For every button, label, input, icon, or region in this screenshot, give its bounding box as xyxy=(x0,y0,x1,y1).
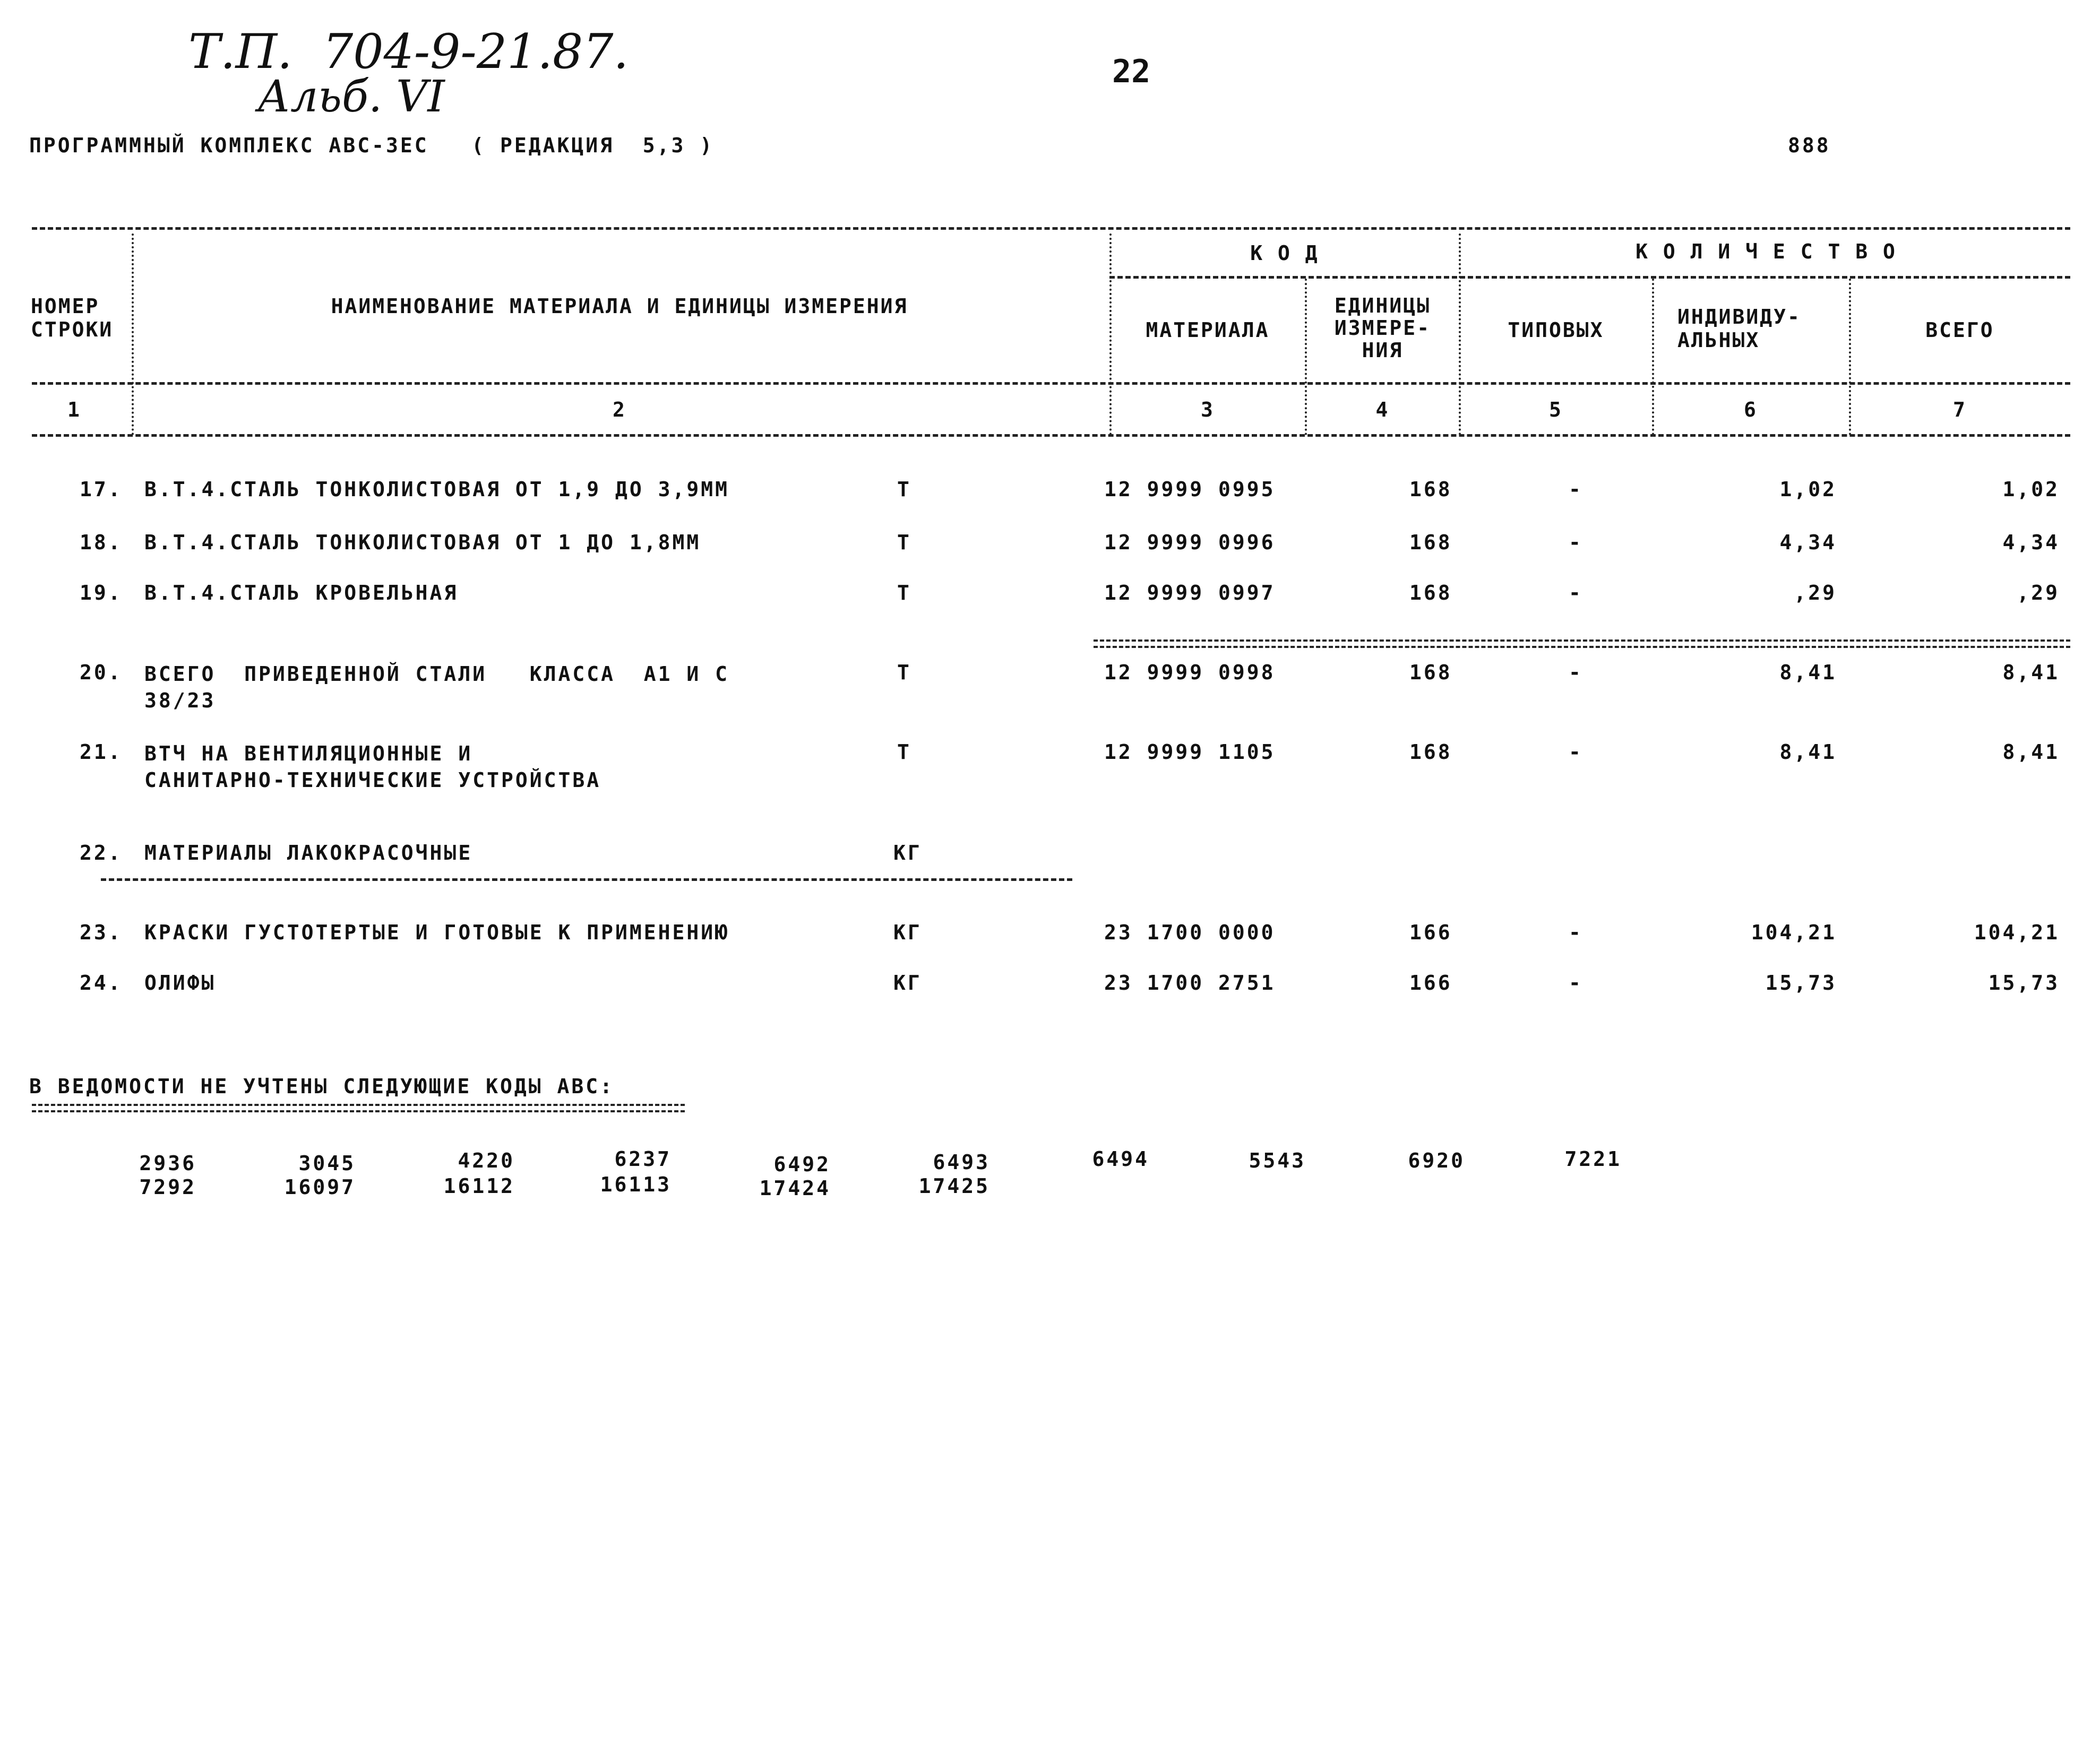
row-number: 19. xyxy=(80,581,123,604)
total-qty: ,29 xyxy=(2017,581,2060,604)
stamp-line-2: Альб. VI xyxy=(257,72,445,122)
excluded-code: 5543 xyxy=(1249,1149,1306,1172)
material-name: ВСЕГО ПРИВЕДЕННОЙ СТАЛИ КЛАССА А1 И С 38/23 xyxy=(144,662,729,712)
column-number: 7 xyxy=(1953,398,1967,421)
row-number: 23. xyxy=(80,921,123,944)
material-name: В.Т.4.СТАЛЬ КРОВЕЛЬНАЯ xyxy=(144,581,459,604)
unit-name: КГ xyxy=(893,841,922,864)
individual-qty: 15,73 xyxy=(1765,971,1837,995)
typical-qty: - xyxy=(1569,478,1583,501)
typical-qty: - xyxy=(1569,971,1583,995)
header-bottom-rule xyxy=(32,382,2070,385)
table-top-rule xyxy=(32,227,2070,230)
individual-qty: 4,34 xyxy=(1779,531,1837,554)
material-name: МАТЕРИАЛЫ ЛАКОКРАСОЧНЫЕ xyxy=(144,841,473,864)
excluded-code: 7292 xyxy=(139,1175,196,1199)
material-name: ОЛИФЫ xyxy=(144,971,216,995)
material-code: 12 9999 0997 xyxy=(1104,581,1276,604)
material-name: ВТЧ НА ВЕНТИЛЯЦИОННЫЕ И САНИТАРНО-ТЕХНИЧЕСКИЕ УСТРОЙСТВА xyxy=(144,742,601,792)
total-qty: 8,41 xyxy=(2002,661,2060,684)
unit-code: 168 xyxy=(1409,581,1452,604)
unit-code: 166 xyxy=(1409,921,1452,944)
totals-double-rule xyxy=(1094,639,2070,648)
row-number: 24. xyxy=(80,971,123,995)
column-header-typical: ТИПОВЫХ xyxy=(1508,318,1604,342)
row-number: 22. xyxy=(80,841,123,864)
unit-code: 168 xyxy=(1409,661,1452,684)
unit-name: Т xyxy=(897,661,911,684)
header-sub-rule xyxy=(1109,276,2070,279)
typical-qty: - xyxy=(1569,661,1583,684)
excluded-code: 6493 xyxy=(933,1151,990,1174)
group-underline xyxy=(101,878,1072,881)
row-number: 21. xyxy=(80,740,123,764)
excluded-code: 6494 xyxy=(1092,1147,1149,1171)
unit-name: КГ xyxy=(893,971,922,995)
total-qty: 15,73 xyxy=(1988,971,2060,995)
column-header-individual: ИНДИВИДУ- АЛЬНЫХ xyxy=(1677,305,1801,352)
excluded-code: 7221 xyxy=(1564,1147,1622,1171)
total-qty: 8,41 xyxy=(2002,740,2060,764)
material-name: В.Т.4.СТАЛЬ ТОНКОЛИСТОВАЯ ОТ 1,9 ДО 3,9ММ xyxy=(144,478,729,501)
column-header-row-number: НОМЕР СТРОКИ xyxy=(31,295,114,341)
page-number: 22 xyxy=(1112,53,1151,90)
excluded-code: 6237 xyxy=(614,1147,672,1171)
material-code: 12 9999 1105 xyxy=(1104,740,1276,764)
typical-qty: - xyxy=(1569,921,1583,944)
stamp-line-1: Т.П. 704-9-21.87. xyxy=(188,24,629,80)
excluded-code: 6492 xyxy=(773,1153,831,1176)
column-number: 6 xyxy=(1744,398,1758,421)
individual-qty: 8,41 xyxy=(1779,661,1837,684)
unit-name: Т xyxy=(897,581,911,604)
total-qty: 104,21 xyxy=(1974,921,2060,944)
excluded-code: 17425 xyxy=(918,1174,990,1198)
unit-code: 168 xyxy=(1409,740,1452,764)
unit-name: Т xyxy=(897,531,911,554)
column-number: 5 xyxy=(1549,398,1563,421)
material-code: 12 9999 0995 xyxy=(1104,478,1276,501)
individual-qty: ,29 xyxy=(1794,581,1837,604)
material-code: 23 1700 2751 xyxy=(1104,971,1276,995)
row-number: 20. xyxy=(80,661,123,684)
row-number: 17. xyxy=(80,478,123,501)
column-header-material: МАТЕРИАЛА xyxy=(1146,318,1270,342)
excluded-code: 4220 xyxy=(458,1149,515,1172)
individual-qty: 8,41 xyxy=(1779,740,1837,764)
unit-name: КГ xyxy=(893,921,922,944)
column-numbers-rule xyxy=(32,434,2070,437)
material-code: 12 9999 0996 xyxy=(1104,531,1276,554)
typical-qty: - xyxy=(1569,531,1583,554)
material-code: 23 1700 0000 xyxy=(1104,921,1276,944)
footer-note: В ВЕДОМОСТИ НЕ УЧТЕНЫ СЛЕДУЮЩИЕ КОДЫ АВС: xyxy=(29,1075,614,1098)
excluded-code: 16097 xyxy=(284,1175,356,1199)
individual-qty: 1,02 xyxy=(1779,478,1837,501)
footer-note-underline xyxy=(32,1104,685,1112)
typical-qty: - xyxy=(1569,581,1583,604)
row-number: 18. xyxy=(80,531,123,554)
column-header-name: НАИМЕНОВАНИЕ МАТЕРИАЛА И ЕДИНИЦЫ ИЗМЕРЕНИЯ xyxy=(331,295,908,318)
header-separator xyxy=(1109,234,1112,435)
typical-qty: - xyxy=(1569,740,1583,764)
column-header-unit: ЕДИНИЦЫ ИЗМЕРЕ- НИЯ xyxy=(1334,294,1431,362)
column-header-total: ВСЕГО xyxy=(1925,318,1994,342)
column-header-quantity-group: К О Л И Ч Е С Т В О xyxy=(1636,240,1897,263)
excluded-code: 17424 xyxy=(759,1177,831,1200)
material-code: 12 9999 0998 xyxy=(1104,661,1276,684)
unit-code: 166 xyxy=(1409,971,1452,995)
total-qty: 1,02 xyxy=(2002,478,2060,501)
unit-code: 168 xyxy=(1409,531,1452,554)
column-number: 2 xyxy=(613,398,626,421)
total-qty: 4,34 xyxy=(2002,531,2060,554)
unit-name: Т xyxy=(897,478,911,501)
excluded-code: 6920 xyxy=(1408,1149,1465,1172)
unit-name: Т xyxy=(897,740,911,764)
excluded-code: 3045 xyxy=(298,1152,356,1175)
excluded-code: 16112 xyxy=(443,1174,515,1198)
column-number: 3 xyxy=(1201,398,1215,421)
individual-qty: 104,21 xyxy=(1751,921,1837,944)
material-name: КРАСКИ ГУСТОТЕРТЫЕ И ГОТОВЫЕ К ПРИМЕНЕНИЮ xyxy=(144,921,729,944)
excluded-code: 16113 xyxy=(600,1173,672,1196)
column-number: 1 xyxy=(67,398,81,421)
program-header: ПРОГРАММНЫЙ КОМПЛЕКС АВС-ЗЕС ( РЕДАКЦИЯ 5,3 ) xyxy=(29,134,715,157)
sheet-code: 888 xyxy=(1788,134,1831,157)
column-header-code-group: К О Д xyxy=(1250,241,1319,265)
column-number: 4 xyxy=(1375,398,1390,421)
material-name: В.Т.4.СТАЛЬ ТОНКОЛИСТОВАЯ ОТ 1 ДО 1,8ММ xyxy=(144,531,701,554)
unit-code: 168 xyxy=(1409,478,1452,501)
excluded-code: 2936 xyxy=(139,1152,196,1175)
